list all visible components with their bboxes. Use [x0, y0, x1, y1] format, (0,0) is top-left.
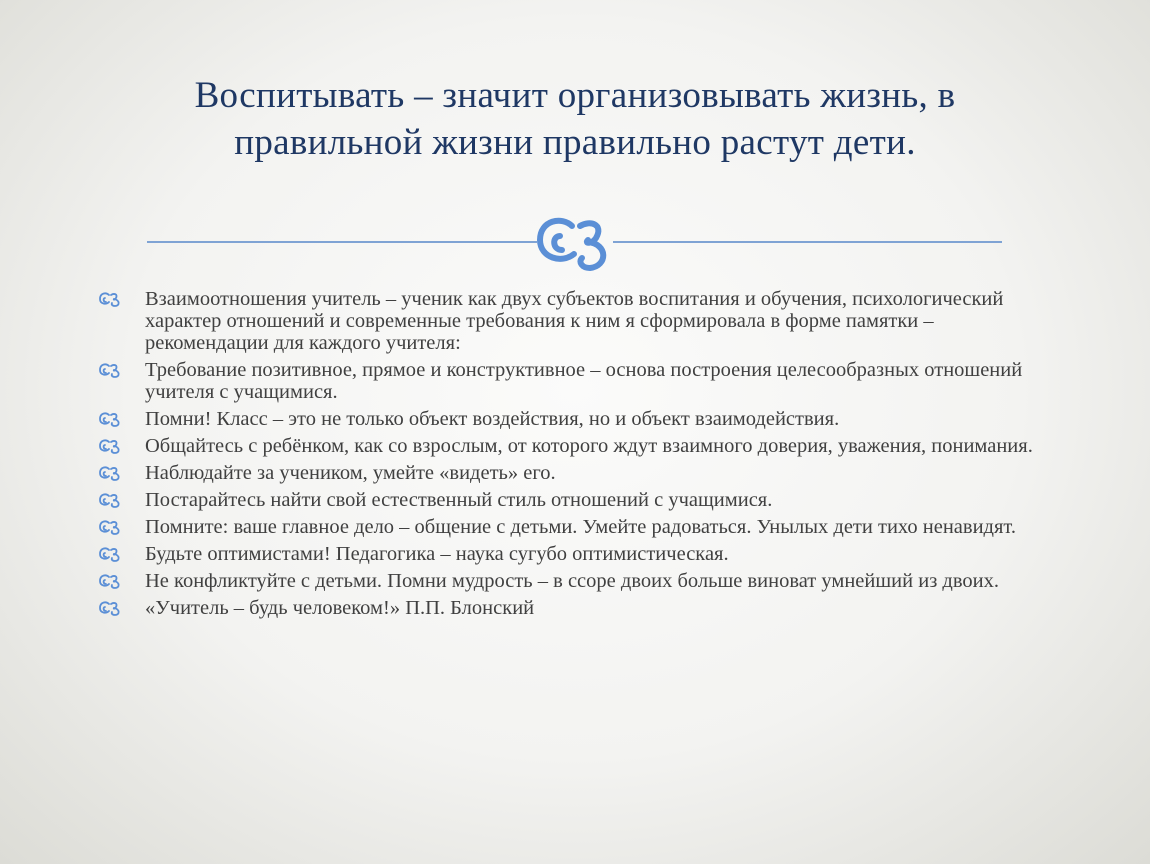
- divider-line-right: [613, 241, 1002, 243]
- scroll-bullet-icon: [98, 437, 122, 455]
- scroll-bullet-icon: [98, 491, 122, 509]
- list-item-text: Требование позитивное, прямое и конструктивное – основа построения целесообразных отношений учителя с учащимися.: [145, 359, 1023, 403]
- list-item-text: Постарайтесь найти свой естественный стиль отношений с учащимися.: [145, 489, 773, 511]
- ornament-scroll-icon: [532, 210, 618, 272]
- recommendations-list: [98, 288, 1058, 624]
- list-item: [98, 408, 1058, 430]
- title-divider: [147, 210, 1002, 270]
- list-item: [98, 435, 1058, 457]
- slide-title: Воспитывать – значит организовывать жизнь, в правильной жизни правильно растут дети.: [194, 75, 956, 163]
- scroll-bullet-icon: [98, 464, 122, 482]
- list-item: [98, 516, 1058, 538]
- scroll-bullet-icon: [98, 410, 122, 428]
- scroll-bullet-icon: [98, 290, 122, 308]
- list-item-text: Не конфликтуйте с детьми. Помни мудрость – в ссоре двоих больше виноват умнейший из двоих.: [145, 570, 999, 592]
- list-item: [98, 543, 1058, 565]
- scroll-bullet-icon: [98, 518, 122, 536]
- scroll-bullet-icon: [98, 599, 122, 617]
- list-item-text: Наблюдайте за учеником, умейте «видеть» его.: [145, 462, 556, 484]
- list-item-text: Помните: ваше главное дело – общение с детьми. Умейте радоваться. Унылых дети тихо ненавидят.: [145, 516, 1016, 538]
- list-item: [98, 462, 1058, 484]
- list-item-text: Взаимоотношения учитель – ученик как двух субъектов воспитания и обучения, психологический характер отношений и современные требования к ним я сформировала в форме памятки – рекомендации для каждого учителя:: [145, 288, 1004, 354]
- list-item-text: Общайтесь с ребёнком, как со взрослым, от которого ждут взаимного доверия, уважения, понимания.: [145, 435, 1033, 457]
- list-item: [98, 570, 1058, 592]
- list-item-text: Будьте оптимистами! Педагогика – наука сугубо оптимистическая.: [145, 543, 729, 565]
- list-item: [98, 359, 1058, 403]
- scroll-bullet-icon: [98, 545, 122, 563]
- list-item: [98, 489, 1058, 511]
- scroll-bullet-icon: [98, 361, 122, 379]
- list-item: [98, 597, 1058, 619]
- list-item-text: «Учитель – будь человеком!» П.П. Блонский: [145, 597, 535, 619]
- scroll-bullet-icon: [98, 572, 122, 590]
- list-item-text: Помни! Класс – это не только объект воздействия, но и объект взаимодействия.: [145, 408, 840, 430]
- divider-line-left: [147, 241, 537, 243]
- list-item: [98, 288, 1058, 354]
